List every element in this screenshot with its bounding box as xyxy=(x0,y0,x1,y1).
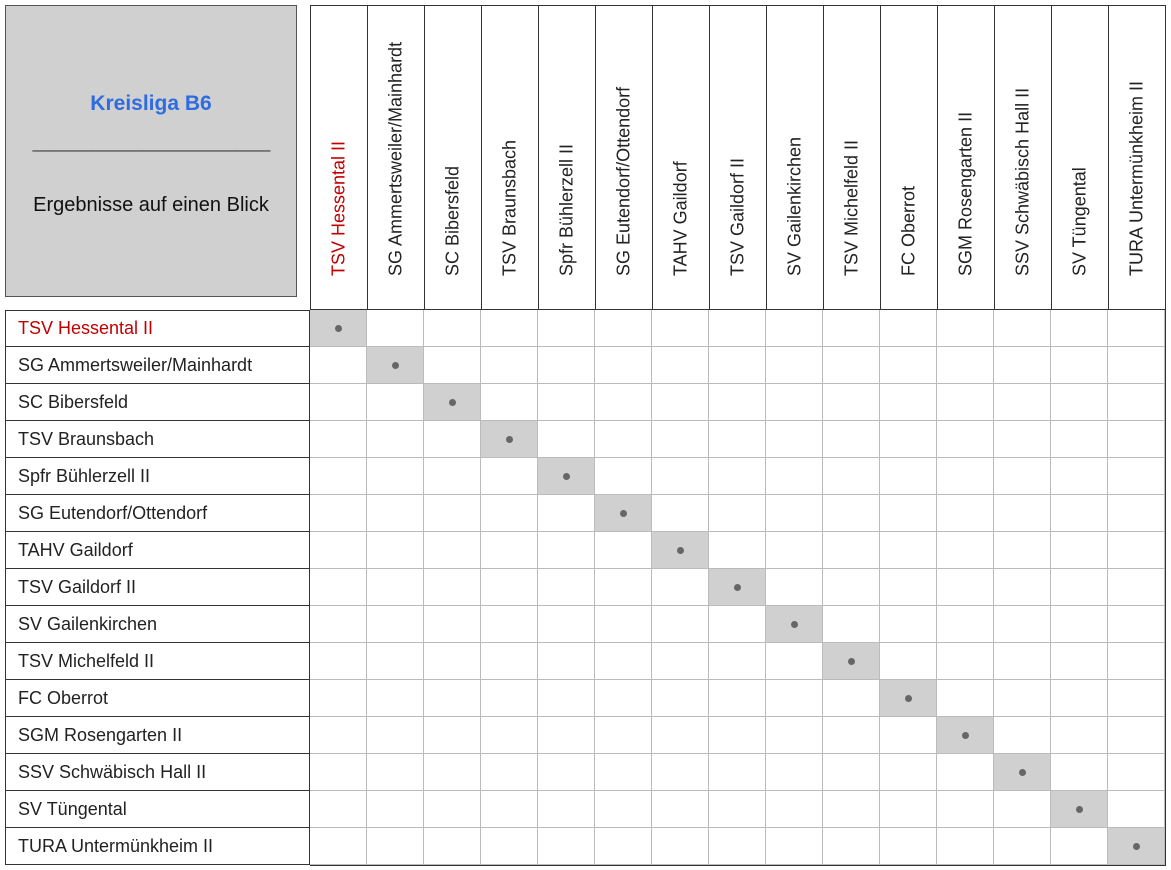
result-cell xyxy=(1108,680,1165,717)
result-cell xyxy=(937,680,994,717)
diagonal-cell xyxy=(424,384,481,421)
row-header: SG Eutendorf/Ottendorf xyxy=(5,495,310,532)
result-cell xyxy=(652,384,709,421)
diagonal-cell xyxy=(481,421,538,458)
result-cell xyxy=(367,569,424,606)
result-cell xyxy=(766,717,823,754)
result-cell xyxy=(1051,569,1108,606)
result-cell xyxy=(481,532,538,569)
page-subtitle: Ergebnisse auf einen Blick xyxy=(33,194,269,216)
result-cell xyxy=(1108,606,1165,643)
result-cell xyxy=(424,791,481,828)
result-cell xyxy=(310,791,367,828)
column-header xyxy=(424,5,481,310)
result-cell xyxy=(481,347,538,384)
result-cell xyxy=(1108,754,1165,791)
row-header: TSV Gaildorf II xyxy=(5,569,310,606)
result-cell xyxy=(766,828,823,865)
result-cell xyxy=(709,828,766,865)
result-cell xyxy=(538,643,595,680)
result-cell xyxy=(1051,347,1108,384)
result-cell xyxy=(880,606,937,643)
result-cell xyxy=(595,828,652,865)
diagonal-dot-icon xyxy=(848,658,855,665)
result-cell xyxy=(481,643,538,680)
result-cell xyxy=(310,643,367,680)
result-cell xyxy=(709,495,766,532)
result-cell xyxy=(1051,606,1108,643)
diagonal-dot-icon xyxy=(962,732,969,739)
column-header xyxy=(1051,5,1108,310)
column-header-label: TSV Michelfeld II xyxy=(841,139,862,276)
diagonal-dot-icon xyxy=(335,325,342,332)
result-cell xyxy=(766,495,823,532)
result-cell xyxy=(367,754,424,791)
result-cell xyxy=(994,347,1051,384)
result-cell xyxy=(424,310,481,347)
column-header xyxy=(310,5,367,310)
result-cell xyxy=(481,680,538,717)
result-cell xyxy=(937,569,994,606)
result-cell xyxy=(367,532,424,569)
result-cell xyxy=(1108,717,1165,754)
result-cell xyxy=(652,680,709,717)
result-cell xyxy=(994,495,1051,532)
diagonal-dot-icon xyxy=(1076,806,1083,813)
diagonal-cell xyxy=(823,643,880,680)
result-cell xyxy=(880,384,937,421)
result-cell xyxy=(310,347,367,384)
result-cell xyxy=(1051,495,1108,532)
result-cell xyxy=(823,754,880,791)
column-header-label: SV Gailenkirchen xyxy=(784,136,805,276)
result-cell xyxy=(709,421,766,458)
result-cell xyxy=(538,717,595,754)
row-header: TSV Hessental II xyxy=(5,310,310,347)
column-header-label: SGM Rosengarten II xyxy=(955,111,976,276)
result-cell xyxy=(538,532,595,569)
result-cell xyxy=(766,310,823,347)
result-cell xyxy=(709,717,766,754)
result-cell xyxy=(652,458,709,495)
result-cell xyxy=(595,754,652,791)
column-header-label: TURA Untermünkheim II xyxy=(1126,80,1147,276)
column-header-label: TSV Gaildorf II xyxy=(727,157,748,276)
column-header-label: TSV Hessental II xyxy=(328,140,349,276)
diagonal-cell xyxy=(310,310,367,347)
result-cell xyxy=(937,606,994,643)
result-cell xyxy=(424,754,481,791)
result-cell xyxy=(424,347,481,384)
column-header xyxy=(595,5,652,310)
result-cell xyxy=(709,310,766,347)
row-header: SC Bibersfeld xyxy=(5,384,310,421)
result-cell xyxy=(538,606,595,643)
column-header-label: SG Eutendorf/Ottendorf xyxy=(613,86,634,276)
diagonal-cell xyxy=(367,347,424,384)
result-cell xyxy=(823,791,880,828)
result-cell xyxy=(538,791,595,828)
result-cell xyxy=(937,421,994,458)
result-cell xyxy=(994,384,1051,421)
row-header: TSV Braunsbach xyxy=(5,421,310,458)
result-cell xyxy=(1108,791,1165,828)
result-cell xyxy=(994,828,1051,865)
result-cell xyxy=(367,384,424,421)
result-cell xyxy=(766,754,823,791)
result-cell xyxy=(538,347,595,384)
title-divider: ____________________________ xyxy=(32,133,270,152)
result-cell xyxy=(1051,828,1108,865)
result-cell xyxy=(367,828,424,865)
result-cell xyxy=(481,791,538,828)
row-header: SSV Schwäbisch Hall II xyxy=(5,754,310,791)
result-cell xyxy=(367,495,424,532)
row-header: SV Tüngental xyxy=(5,791,310,828)
result-cell xyxy=(937,828,994,865)
result-cell xyxy=(880,791,937,828)
column-header-label: Spfr Bühlerzell II xyxy=(556,143,577,276)
column-header-label: TAHV Gaildorf xyxy=(670,161,691,276)
result-cell xyxy=(766,791,823,828)
league-title: Kreisliga B6 xyxy=(90,92,212,115)
result-cell xyxy=(595,717,652,754)
diagonal-cell xyxy=(538,458,595,495)
result-cell xyxy=(310,384,367,421)
diagonal-cell xyxy=(994,754,1051,791)
result-cell xyxy=(823,384,880,421)
result-cell xyxy=(823,421,880,458)
result-cell xyxy=(310,754,367,791)
result-cell xyxy=(880,569,937,606)
result-cell xyxy=(994,421,1051,458)
diagonal-cell xyxy=(595,495,652,532)
column-header xyxy=(823,5,880,310)
result-cell xyxy=(310,569,367,606)
result-cell xyxy=(766,643,823,680)
diagonal-cell xyxy=(937,717,994,754)
result-cell xyxy=(538,495,595,532)
result-cell xyxy=(766,680,823,717)
result-cell xyxy=(538,384,595,421)
result-cell xyxy=(994,717,1051,754)
result-cell xyxy=(595,532,652,569)
diagonal-cell xyxy=(880,680,937,717)
result-cell xyxy=(652,310,709,347)
result-cell xyxy=(880,458,937,495)
column-header-label: SSV Schwäbisch Hall II xyxy=(1012,87,1033,276)
result-cell xyxy=(880,310,937,347)
column-header xyxy=(994,5,1051,310)
result-cell xyxy=(937,310,994,347)
result-cell xyxy=(937,754,994,791)
result-cell xyxy=(709,384,766,421)
result-cell xyxy=(880,421,937,458)
result-cell xyxy=(1108,458,1165,495)
result-cell xyxy=(1108,421,1165,458)
result-cell xyxy=(652,495,709,532)
result-cell xyxy=(652,791,709,828)
result-cell xyxy=(823,347,880,384)
row-header: FC Oberrot xyxy=(5,680,310,717)
diagonal-dot-icon xyxy=(905,695,912,702)
result-cell xyxy=(1108,347,1165,384)
result-cell xyxy=(367,717,424,754)
result-cell xyxy=(709,347,766,384)
result-cell xyxy=(538,310,595,347)
result-cell xyxy=(310,717,367,754)
result-cell xyxy=(1051,458,1108,495)
result-cell xyxy=(1108,569,1165,606)
result-cell xyxy=(538,569,595,606)
result-cell xyxy=(823,532,880,569)
result-cell xyxy=(538,828,595,865)
result-cell xyxy=(1108,532,1165,569)
column-header xyxy=(937,5,994,310)
result-cell xyxy=(424,569,481,606)
result-cell xyxy=(1051,310,1108,347)
result-cell xyxy=(880,828,937,865)
result-cell xyxy=(367,680,424,717)
result-cell xyxy=(310,495,367,532)
column-header xyxy=(652,5,709,310)
result-cell xyxy=(595,643,652,680)
diagonal-dot-icon xyxy=(449,399,456,406)
result-cell xyxy=(367,643,424,680)
result-cell xyxy=(994,310,1051,347)
diagonal-dot-icon xyxy=(506,436,513,443)
result-cell xyxy=(1051,680,1108,717)
result-cell xyxy=(994,791,1051,828)
result-cell xyxy=(766,532,823,569)
result-cell xyxy=(994,458,1051,495)
result-cell xyxy=(1051,643,1108,680)
column-header xyxy=(880,5,937,310)
result-cell xyxy=(481,717,538,754)
result-cell xyxy=(994,532,1051,569)
result-cell xyxy=(424,717,481,754)
diagonal-cell xyxy=(709,569,766,606)
result-cell xyxy=(823,828,880,865)
result-cell xyxy=(709,754,766,791)
result-cell xyxy=(880,754,937,791)
result-cell xyxy=(652,643,709,680)
result-cell xyxy=(823,680,880,717)
result-cell xyxy=(367,606,424,643)
result-cell xyxy=(367,458,424,495)
diagonal-dot-icon xyxy=(392,362,399,369)
result-cell xyxy=(310,421,367,458)
result-cell xyxy=(937,495,994,532)
result-cell xyxy=(310,606,367,643)
result-cell xyxy=(937,458,994,495)
result-cell xyxy=(424,606,481,643)
row-header: Spfr Bühlerzell II xyxy=(5,458,310,495)
result-cell xyxy=(595,680,652,717)
result-cell xyxy=(367,310,424,347)
column-header-label: TSV Braunsbach xyxy=(499,139,520,276)
result-cell xyxy=(595,569,652,606)
result-cell xyxy=(1108,643,1165,680)
result-cell xyxy=(823,717,880,754)
column-header-label: SC Bibersfeld xyxy=(442,165,463,276)
column-header xyxy=(1108,5,1166,310)
result-cell xyxy=(595,347,652,384)
result-cell xyxy=(1051,754,1108,791)
result-cell xyxy=(823,458,880,495)
result-cell xyxy=(424,458,481,495)
result-cell xyxy=(937,643,994,680)
result-cell xyxy=(880,495,937,532)
result-cell xyxy=(823,569,880,606)
result-cell xyxy=(652,606,709,643)
diagonal-dot-icon xyxy=(791,621,798,628)
result-cell xyxy=(880,532,937,569)
result-cell xyxy=(481,754,538,791)
result-cell xyxy=(994,606,1051,643)
row-header: TURA Untermünkheim II xyxy=(5,828,310,865)
result-cell xyxy=(310,458,367,495)
result-cell xyxy=(709,606,766,643)
column-header xyxy=(481,5,538,310)
result-cell xyxy=(310,680,367,717)
result-cell xyxy=(937,347,994,384)
diagonal-cell xyxy=(1108,828,1165,865)
result-cell xyxy=(595,310,652,347)
result-cell xyxy=(823,310,880,347)
result-cell xyxy=(595,791,652,828)
result-cell xyxy=(994,680,1051,717)
column-header xyxy=(766,5,823,310)
result-cell xyxy=(424,532,481,569)
result-cell xyxy=(937,532,994,569)
column-header xyxy=(538,5,595,310)
result-cell xyxy=(424,421,481,458)
result-cell xyxy=(766,384,823,421)
result-cell xyxy=(1108,310,1165,347)
result-cell xyxy=(709,458,766,495)
diagonal-cell xyxy=(766,606,823,643)
result-cell xyxy=(652,754,709,791)
result-cell xyxy=(652,828,709,865)
result-cell xyxy=(310,828,367,865)
row-header: SG Ammertsweiler/Mainhardt xyxy=(5,347,310,384)
row-header: TSV Michelfeld II xyxy=(5,643,310,680)
result-cell xyxy=(595,384,652,421)
result-cell xyxy=(766,347,823,384)
result-cell xyxy=(481,310,538,347)
diagonal-dot-icon xyxy=(563,473,570,480)
result-cell xyxy=(766,421,823,458)
result-cell xyxy=(880,643,937,680)
result-cell xyxy=(823,495,880,532)
result-cell xyxy=(937,384,994,421)
result-cell xyxy=(709,680,766,717)
result-cell xyxy=(481,569,538,606)
column-header xyxy=(709,5,766,310)
result-cell xyxy=(481,495,538,532)
column-header-label: FC Oberrot xyxy=(898,185,919,276)
result-cell xyxy=(424,643,481,680)
result-cell xyxy=(880,717,937,754)
result-cell xyxy=(709,532,766,569)
result-cell xyxy=(310,532,367,569)
diagonal-cell xyxy=(1051,791,1108,828)
result-cell xyxy=(538,680,595,717)
result-cell xyxy=(937,791,994,828)
column-header-label: SG Ammertsweiler/Mainhardt xyxy=(385,41,406,276)
result-cell xyxy=(994,643,1051,680)
result-cell xyxy=(709,791,766,828)
result-cell xyxy=(652,421,709,458)
result-cell xyxy=(595,421,652,458)
result-cell xyxy=(766,458,823,495)
result-cell xyxy=(1051,532,1108,569)
result-cell xyxy=(1051,421,1108,458)
result-cell xyxy=(1051,384,1108,421)
result-cell xyxy=(481,828,538,865)
result-cell xyxy=(652,717,709,754)
result-cell xyxy=(424,828,481,865)
result-cell xyxy=(1108,495,1165,532)
row-header: SV Gailenkirchen xyxy=(5,606,310,643)
column-header-label: SV Tüngental xyxy=(1069,167,1090,276)
result-cell xyxy=(1051,717,1108,754)
result-cell xyxy=(823,606,880,643)
result-cell xyxy=(481,384,538,421)
result-cell xyxy=(424,680,481,717)
column-header xyxy=(367,5,424,310)
diagonal-dot-icon xyxy=(734,584,741,591)
diagonal-dot-icon xyxy=(620,510,627,517)
result-cell xyxy=(595,606,652,643)
result-cell xyxy=(595,458,652,495)
row-header: SGM Rosengarten II xyxy=(5,717,310,754)
result-cell xyxy=(481,458,538,495)
result-cell xyxy=(538,754,595,791)
diagonal-dot-icon xyxy=(1019,769,1026,776)
result-cell xyxy=(880,347,937,384)
result-cell xyxy=(367,421,424,458)
result-cell xyxy=(652,347,709,384)
result-cell xyxy=(709,643,766,680)
diagonal-dot-icon xyxy=(1133,843,1140,850)
result-cell xyxy=(766,569,823,606)
result-cell xyxy=(481,606,538,643)
diagonal-cell xyxy=(652,532,709,569)
result-cell xyxy=(424,495,481,532)
diagonal-dot-icon xyxy=(677,547,684,554)
result-cell xyxy=(538,421,595,458)
result-cell xyxy=(994,569,1051,606)
result-cell xyxy=(652,569,709,606)
row-header: TAHV Gaildorf xyxy=(5,532,310,569)
result-cell xyxy=(367,791,424,828)
result-cell xyxy=(1108,384,1165,421)
